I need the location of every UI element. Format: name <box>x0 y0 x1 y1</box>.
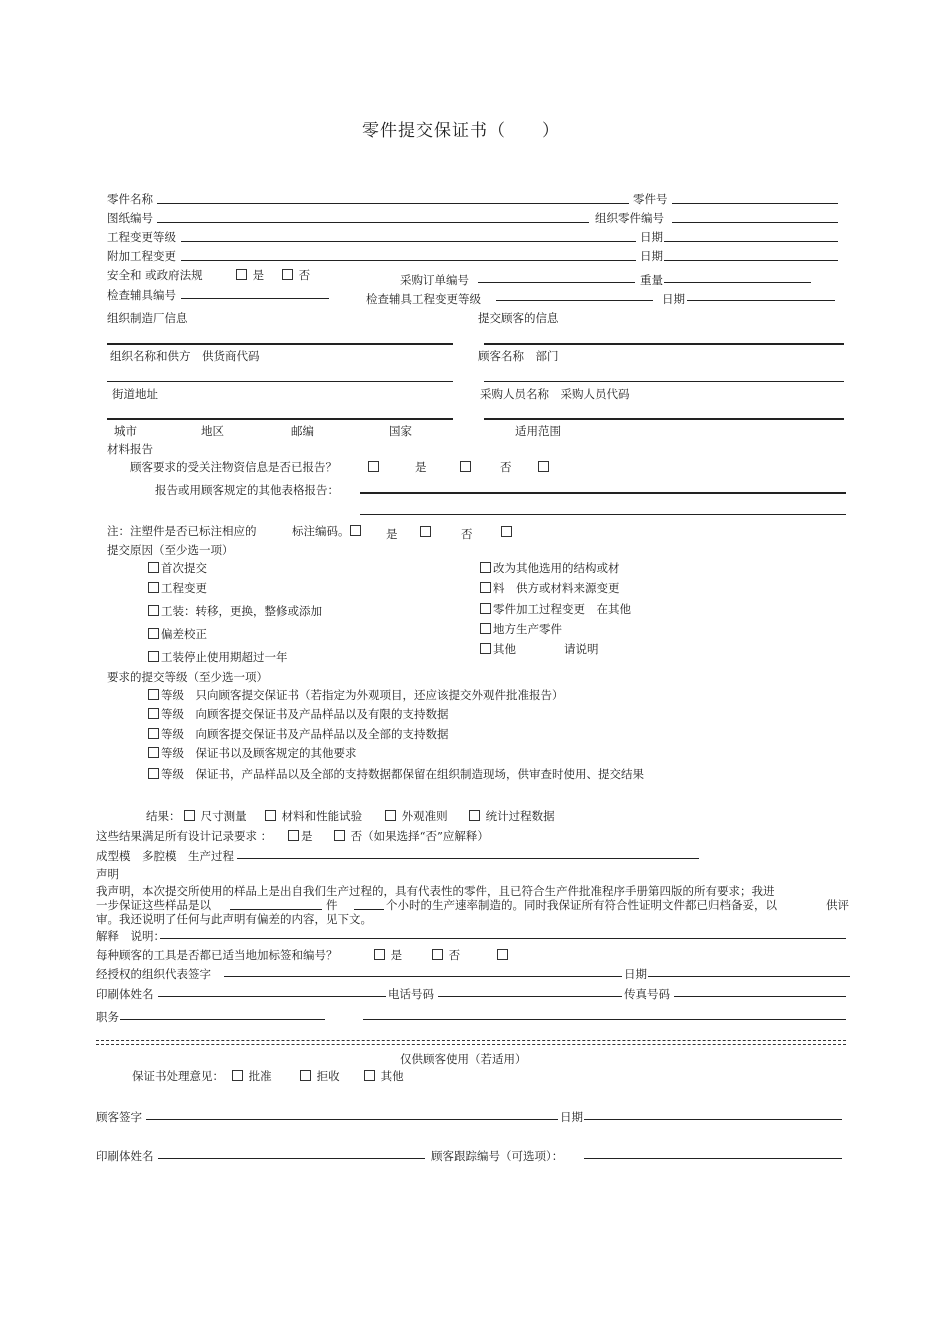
application-label: 适用范围 <box>515 424 561 438</box>
rate-hours-field[interactable] <box>354 909 384 910</box>
customer-signature-label: 顾客签字 <box>96 1110 142 1124</box>
customer-name-dept-label: 顾客名称 部门 <box>478 349 559 363</box>
note-no-checkbox[interactable] <box>501 525 514 539</box>
tooling-yes[interactable]: 是 <box>374 948 402 962</box>
explanation-field[interactable] <box>160 938 846 939</box>
checkbox-icon[interactable] <box>288 830 299 841</box>
additional-eng-change-field[interactable] <box>181 260 636 261</box>
part-name-label: 零件名称 <box>107 192 153 206</box>
checkbox-icon[interactable] <box>148 582 159 593</box>
result-spc[interactable]: 统计过程数据 <box>469 809 555 823</box>
materials-no-label: 否 <box>500 460 512 474</box>
part-no-field[interactable] <box>672 203 838 204</box>
checking-aid-no-label: 检查辅具编号 <box>107 288 176 302</box>
levels-header: 要求的提交等级（至少选一项） <box>107 670 268 684</box>
checkbox-icon[interactable] <box>148 768 159 779</box>
declaration-line-2b: 件 <box>326 898 338 912</box>
checkbox-icon[interactable] <box>364 1070 375 1081</box>
country-label: 国家 <box>389 424 412 438</box>
level-4[interactable]: 等级 保证书以及顾客规定的其他要求 <box>148 746 357 760</box>
checking-aid-eng-level-field[interactable] <box>496 300 653 301</box>
level-1[interactable]: 等级 只向顾客提交保证书（若指定为外观项目，还应该提交外观件批准报告） <box>148 688 564 702</box>
safety-no[interactable]: 否 <box>282 268 310 282</box>
fax-label: 传真号码 <box>624 987 670 1001</box>
reason-left-2[interactable]: 工装：转移，更换，整修或添加 <box>148 604 322 618</box>
checkbox-icon[interactable] <box>148 651 159 662</box>
checkbox-icon[interactable] <box>538 461 549 472</box>
buyer-field[interactable] <box>484 381 844 382</box>
weight-label: 重量 <box>640 273 663 287</box>
checkbox-icon[interactable] <box>282 269 293 280</box>
checkbox-icon[interactable] <box>501 526 512 537</box>
declaration-line-2d: 供评 <box>826 898 849 912</box>
mold-label: 成型模 多腔模 生产过程 <box>96 849 234 863</box>
materials-extra-checkbox[interactable] <box>538 460 551 474</box>
safety-label: 安全和 或政府法规 <box>107 268 203 282</box>
city-field[interactable] <box>107 418 453 420</box>
street-label: 街道地址 <box>112 387 158 401</box>
reason-left-4[interactable]: 工装停止使用期超过一年 <box>148 650 288 664</box>
drawing-no-field[interactable] <box>157 222 589 223</box>
tooling-no[interactable]: 否 <box>432 948 460 962</box>
date-label: 日期 <box>640 230 663 244</box>
checkbox-icon[interactable] <box>334 830 345 841</box>
date-field[interactable] <box>664 241 838 242</box>
checkbox-icon[interactable] <box>469 810 480 821</box>
drawing-no-label: 图纸编号 <box>107 211 153 225</box>
po-no-label: 采购订单编号 <box>400 273 469 287</box>
print-name-label: 印刷体姓名 <box>96 987 154 1001</box>
note-yes-checkbox[interactable] <box>420 525 433 539</box>
fax-field[interactable] <box>674 996 846 997</box>
org-part-no-label: 组织零件编号 <box>595 211 664 225</box>
checkbox-icon[interactable] <box>460 461 471 472</box>
checkbox-icon[interactable] <box>148 689 159 700</box>
eng-change-level-label: 工程变更等级 <box>107 230 176 244</box>
reason-right-2[interactable]: 零件加工过程变更 在其他 <box>480 602 631 616</box>
print-name-field[interactable] <box>158 996 386 997</box>
signature-field[interactable] <box>224 976 622 977</box>
declaration-line-3: 审。我还说明了任何与此声明有偏差的内容，见下文。 <box>96 912 372 926</box>
checkbox-icon[interactable] <box>432 949 443 960</box>
section-divider <box>96 1040 846 1045</box>
checkbox-icon[interactable] <box>148 605 159 616</box>
meets-requirements-label: 这些结果满足所有设计记录要求 ： <box>96 829 273 843</box>
disposition-other[interactable]: 其他 <box>364 1069 404 1083</box>
report-format-label: 报告或用顾客规定的其他表格报告： <box>155 483 339 497</box>
checkbox-icon[interactable] <box>480 643 491 654</box>
checkbox-icon[interactable] <box>480 623 491 634</box>
reason-right-3[interactable]: 地方生产零件 <box>480 622 562 636</box>
materials-yes-label: 是 <box>415 460 427 474</box>
reason-right-0[interactable]: 改为其他选用的结构或材 <box>480 561 620 575</box>
phone-field[interactable] <box>438 996 622 997</box>
date-label-3: 日期 <box>662 292 685 306</box>
declaration-line-1: 我声明，本次提交所使用的样品上是出自我们生产过程的，具有代表性的零件，且已符合生产件批准程序手册第四版的所有要求；我进 <box>96 884 775 898</box>
checkbox-icon[interactable] <box>480 562 491 573</box>
checkbox-icon[interactable] <box>480 603 491 614</box>
explanation-label: 解释 说明： <box>96 929 165 943</box>
checkbox-icon[interactable] <box>148 628 159 639</box>
date-field-3[interactable] <box>687 300 835 301</box>
checking-aid-no-field[interactable] <box>181 298 329 299</box>
mfg-info-header: 组织制造厂信息 <box>107 311 188 325</box>
customer-signature-field[interactable] <box>146 1119 558 1120</box>
declaration-line-2c: 个小时的生产速率制造的。同时我保证所有符合性证明文件都已归档备妥，以 <box>386 898 777 912</box>
application-field[interactable] <box>484 418 844 420</box>
level-5[interactable]: 等级 保证书，产品样品以及全部的支持数据都保留在组织制造现场，供审查时使用、提交结果 <box>148 767 644 781</box>
tracking-label: 顾客跟踪编号（可选项）： <box>431 1149 564 1163</box>
org-part-no-field[interactable] <box>672 222 838 223</box>
reason-right-4[interactable]: 其他 <box>480 642 516 656</box>
mfg-name-field[interactable] <box>107 343 453 345</box>
meets-no[interactable]: 否（如果选择“否”应解释） <box>334 829 489 843</box>
checkbox-icon[interactable] <box>480 582 491 593</box>
checkbox-icon[interactable] <box>368 461 379 472</box>
buyer-label: 采购人员名称 采购人员代码 <box>480 387 630 401</box>
checkbox-icon[interactable] <box>374 949 385 960</box>
safety-yes[interactable]: 是 <box>236 268 264 282</box>
disposition-label: 保证书处理意见： <box>132 1069 224 1083</box>
customer-print-name-label: 印刷体姓名 <box>96 1149 154 1163</box>
reason-explain-label: 请说明 <box>564 642 599 656</box>
mfg-name-code-label: 组织名称和供方 供货商代码 <box>110 349 260 363</box>
reason-left-0[interactable]: 首次提交 <box>148 561 207 575</box>
meets-yes[interactable]: 是 <box>288 829 313 843</box>
weight-field[interactable] <box>664 282 811 283</box>
checkbox-icon[interactable] <box>148 708 159 719</box>
mold-field[interactable] <box>237 858 699 859</box>
result-dimensional[interactable]: 尺寸测量 <box>184 809 247 823</box>
declaration-header: 声明 <box>96 867 119 881</box>
customer-date-label: 日期 <box>560 1110 583 1124</box>
tracking-field[interactable] <box>584 1158 842 1159</box>
customer-use-header: 仅供顾客使用（若适用） <box>400 1052 527 1066</box>
level-3[interactable]: 等级 向顾客提交保证书及产品样品以及全部的支持数据 <box>148 727 449 741</box>
declaration-line-2a: 一步保证这些样品是以 <box>96 898 211 912</box>
rate-pieces-field[interactable] <box>230 909 322 910</box>
city-label: 城市 <box>114 424 137 438</box>
date-field-2[interactable] <box>664 260 838 261</box>
part-no-label: 零件号 <box>633 192 668 206</box>
po-no-field[interactable] <box>478 282 635 283</box>
position-field[interactable] <box>120 1019 325 1020</box>
street-field[interactable] <box>107 381 453 382</box>
note-code: 标注编码。 <box>292 524 363 538</box>
report-format-field[interactable] <box>360 492 846 494</box>
reason-right-1[interactable]: 料 供方或材料来源变更 <box>480 581 620 595</box>
customer-info-header: 提交顾客的信息 <box>478 311 559 325</box>
result-materials[interactable]: 材料和性能试验 <box>265 809 362 823</box>
checkbox-icon[interactable] <box>184 810 195 821</box>
materials-question: 顾客要求的受关注物资信息是否已报告？ <box>130 460 337 474</box>
materials-no-checkbox[interactable] <box>460 460 473 474</box>
checking-aid-eng-level-label: 检查辅具工程变更等级 <box>366 292 481 306</box>
checkbox-icon[interactable] <box>300 1070 311 1081</box>
eng-change-level-field[interactable] <box>181 241 636 242</box>
checkbox-icon[interactable] <box>232 1070 243 1081</box>
checkbox-icon[interactable] <box>148 747 159 758</box>
results-label: 结果： <box>146 809 181 823</box>
signature-date-label: 日期 <box>624 967 647 981</box>
tooling-question: 每种顾客的工具是否都已适当地加标签和编号？ <box>96 948 338 962</box>
level-2[interactable]: 等级 向顾客提交保证书及产品样品以及有限的支持数据 <box>148 707 449 721</box>
customer-name-field[interactable] <box>484 343 844 345</box>
materials-yes-checkbox[interactable] <box>368 460 381 474</box>
date-label-2: 日期 <box>640 249 663 263</box>
tooling-extra-checkbox[interactable] <box>497 948 510 962</box>
postal-label: 邮编 <box>291 424 314 438</box>
customer-print-name-field[interactable] <box>158 1158 425 1159</box>
note-text: 注：注塑件是否已标注相应的 <box>107 524 257 538</box>
result-appearance[interactable]: 外观准则 <box>385 809 448 823</box>
disposition-rejected[interactable]: 拒收 <box>300 1069 340 1083</box>
additional-eng-change-label: 附加工程变更 <box>107 249 176 263</box>
checkbox-icon[interactable] <box>350 525 361 536</box>
note-yes-label: 是 <box>386 527 398 541</box>
signature-label: 经授权的组织代表签字 <box>96 967 211 981</box>
reason-left-1[interactable]: 工程变更 <box>148 581 207 595</box>
region-label: 地区 <box>201 424 224 438</box>
customer-date-field[interactable] <box>584 1119 842 1120</box>
reasons-header: 提交原因（至少选一项） <box>107 543 234 557</box>
materials-header: 材料报告 <box>107 442 153 456</box>
checkbox-icon[interactable] <box>420 526 431 537</box>
report-format-field-2[interactable] <box>360 514 846 515</box>
checkbox-icon[interactable] <box>497 949 508 960</box>
position-field-2[interactable] <box>363 1019 846 1020</box>
checkbox-icon[interactable] <box>236 269 247 280</box>
signature-date-field[interactable] <box>648 976 850 977</box>
checkbox-icon[interactable] <box>148 562 159 573</box>
reason-left-3[interactable]: 偏差校正 <box>148 627 207 641</box>
phone-label: 电话号码 <box>388 987 434 1001</box>
part-name-field[interactable] <box>157 203 629 204</box>
position-label: 职务 <box>96 1010 119 1024</box>
checkbox-icon[interactable] <box>385 810 396 821</box>
disposition-approved[interactable]: 批准 <box>232 1069 272 1083</box>
page-title: 零件提交保证书（ ） <box>362 121 560 141</box>
note-no-label: 否 <box>461 527 473 541</box>
checkbox-icon[interactable] <box>265 810 276 821</box>
checkbox-icon[interactable] <box>148 728 159 739</box>
